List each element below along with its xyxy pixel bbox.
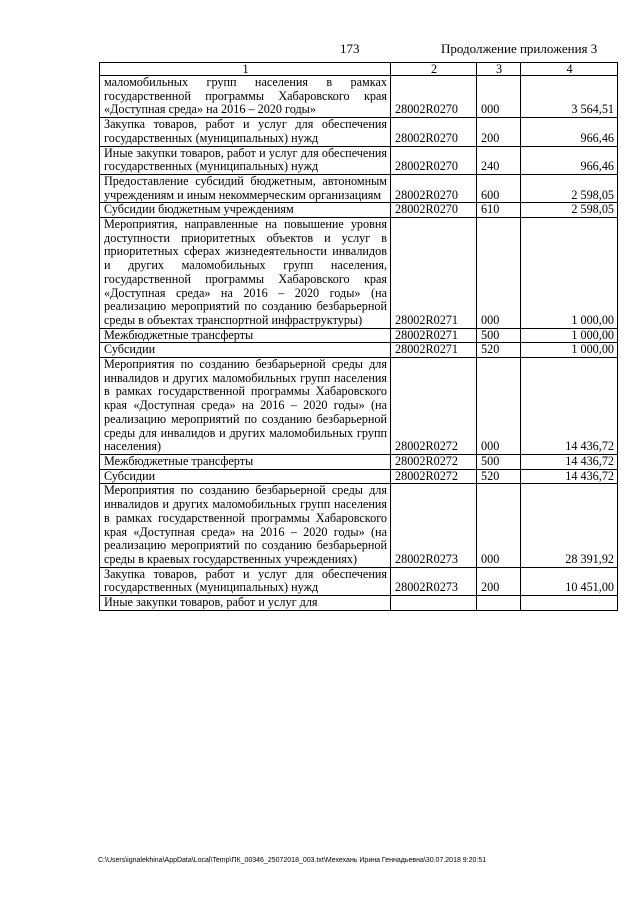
- row-name: Мероприятия по созданию безбарьерной среды для инвалидов и других маломобильных групп населения в рамках государственной программы Хабаровского края «Доступная среда» на 2016 – 2020 годы» (на реализацию мероприятий по созданию безбарьерной среды в краевых государственных учреждениях): [100, 484, 391, 567]
- row-amount: 10 451,00: [521, 567, 618, 595]
- row-code: 28002R0270: [391, 146, 477, 174]
- row-type: 500: [477, 454, 521, 469]
- row-amount: 2 598,05: [521, 203, 618, 218]
- row-code: 28002R0270: [391, 76, 477, 118]
- row-amount: 14 436,72: [521, 358, 618, 455]
- table-row: [100, 567, 618, 595]
- column-header: 2: [391, 63, 477, 76]
- row-code: 28002R0270: [391, 118, 477, 146]
- table-header-row: [100, 63, 618, 76]
- row-code: 28002R0271: [391, 328, 477, 343]
- table-row: [100, 469, 618, 484]
- row-name: Иные закупки товаров, работ и услуг для: [100, 596, 391, 611]
- row-name: Предоставление субсидий бюджетным, автономным учреждениям и иным некоммерческим организациям: [100, 174, 391, 202]
- table-row: [100, 146, 618, 174]
- table-row: [100, 358, 618, 455]
- column-header: 4: [521, 63, 618, 76]
- table-row: [100, 203, 618, 218]
- row-code: 28002R0271: [391, 218, 477, 329]
- row-code: [391, 596, 477, 611]
- appendix-continuation-note: Продолжение приложения 3: [441, 41, 598, 56]
- table-row: [100, 343, 618, 358]
- row-amount: [521, 596, 618, 611]
- row-type: 520: [477, 343, 521, 358]
- table-row: [100, 76, 618, 118]
- row-amount: 966,46: [521, 118, 618, 146]
- row-code: 28002R0273: [391, 484, 477, 567]
- row-type: 610: [477, 203, 521, 218]
- row-name: Иные закупки товаров, работ и услуг для обеспечения государственных (муниципальных) нужд: [100, 146, 391, 174]
- row-amount: 1 000,00: [521, 328, 618, 343]
- page-number: 173: [340, 41, 360, 56]
- row-amount: 966,46: [521, 146, 618, 174]
- row-type: 000: [477, 484, 521, 567]
- row-name: Закупка товаров, работ и услуг для обеспечения государственных (муниципальных) нужд: [100, 567, 391, 595]
- row-name: Закупка товаров, работ и услуг для обеспечения государственных (муниципальных) нужд: [100, 118, 391, 146]
- document-footer-path: C:\Users\ignalekhina\AppData\Local\Temp\ПК_00346_25072018_003.txt\Мехехань Ирина Геннадьевна\30.07.2018 9:20:51: [98, 857, 487, 864]
- column-header: 3: [477, 63, 521, 76]
- row-type: 000: [477, 76, 521, 118]
- row-type: 000: [477, 358, 521, 455]
- table-row: [100, 174, 618, 202]
- row-amount: 3 564,51: [521, 76, 618, 118]
- row-code: 28002R0271: [391, 343, 477, 358]
- row-type: 200: [477, 118, 521, 146]
- row-code: 28002R0270: [391, 203, 477, 218]
- row-name: маломобильных групп населения в рамках государственной программы Хабаровского края «Доступная среда» на 2016 – 2020 годы»: [100, 76, 391, 118]
- table-row: [100, 484, 618, 567]
- table-row: [100, 218, 618, 329]
- row-amount: 2 598,05: [521, 174, 618, 202]
- table-row: [100, 596, 618, 611]
- row-type: 600: [477, 174, 521, 202]
- column-header: 1: [100, 63, 391, 76]
- row-type: 200: [477, 567, 521, 595]
- row-name: Межбюджетные трансферты: [100, 454, 391, 469]
- row-amount: 1 000,00: [521, 343, 618, 358]
- table-row: [100, 454, 618, 469]
- row-amount: 28 391,92: [521, 484, 618, 567]
- row-name: Межбюджетные трансферты: [100, 328, 391, 343]
- row-name: Субсидии: [100, 343, 391, 358]
- row-type: 000: [477, 218, 521, 329]
- row-code: 28002R0270: [391, 174, 477, 202]
- row-code: 28002R0272: [391, 469, 477, 484]
- row-name: Мероприятия по созданию безбарьерной среды для инвалидов и других маломобильных групп населения в рамках государственной программы Хабаровского края «Доступная среда» на 2016 – 2020 годы» (на реализацию мероприятий по созданию безбарьерной среды для инвалидов и других маломобильных групп населения): [100, 358, 391, 455]
- table-row: [100, 328, 618, 343]
- row-code: 28002R0272: [391, 454, 477, 469]
- row-name: Субсидии: [100, 469, 391, 484]
- row-amount: 14 436,72: [521, 469, 618, 484]
- budget-table: [99, 62, 618, 611]
- row-name: Мероприятия, направленные на повышение уровня доступности приоритетных объектов и услуг в приоритетных сферах жизнедеятельности инвалидов и других маломобильных групп населения, государственной программы Хабаровского края «Доступная среда» на 2016 – 2020 годы» (на реализацию мероприятий по созданию безбарьерной среды в объектах транспортной инфраструктуры): [100, 218, 391, 329]
- row-type: 240: [477, 146, 521, 174]
- table-row: [100, 118, 618, 146]
- row-type: 520: [477, 469, 521, 484]
- row-amount: 14 436,72: [521, 454, 618, 469]
- row-type: [477, 596, 521, 611]
- row-code: 28002R0273: [391, 567, 477, 595]
- row-code: 28002R0272: [391, 358, 477, 455]
- row-amount: 1 000,00: [521, 218, 618, 329]
- row-type: 500: [477, 328, 521, 343]
- row-name: Субсидии бюджетным учреждениям: [100, 203, 391, 218]
